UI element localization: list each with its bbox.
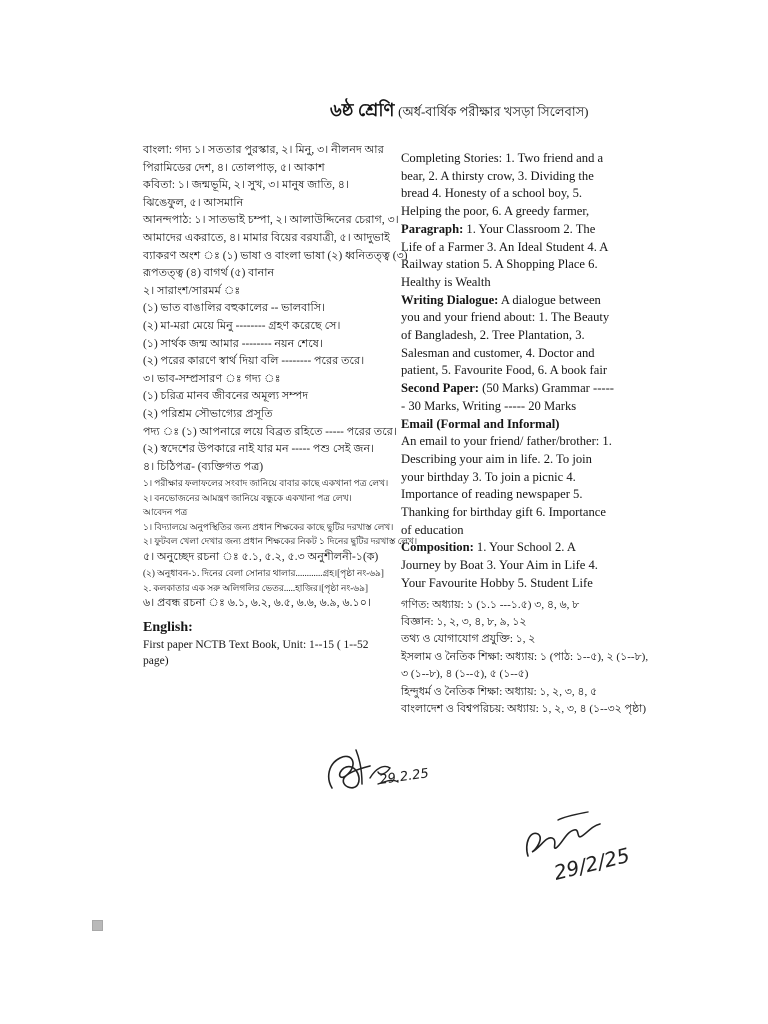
class-title: ৬ষ্ঠ শ্রেণি [330,100,395,120]
text-line: (১) সার্থক জন্ম আমার -------- নয়ন শেষে। [143,337,323,350]
subjects-list [401,597,649,719]
subject-line: ৩ (১--৮), ৪ (১--৫), ৫ (১--৫) [401,668,529,681]
text-line: (২) মা-মরা মেয়ে মিনু -------- গ্রহণ করেছে সে। [143,319,341,332]
bangla-section [143,142,408,476]
text-line: (১) ভাত বাঙালির বহুকালের -- ভালবাসি। [143,302,326,315]
text-line: ব্যাকরণ অংশ ঃ (১) ভাষা ও বাংলা ভাষা (২) ধ্বনিতত্ত্ব (৩) [143,249,408,262]
second-paper-label: Second Paper: [401,381,480,396]
text-line: রূপতত্ত্ব (৪) বাগর্থ (৫) বানান [143,267,275,280]
scanner-watermark [92,920,106,931]
subject-line: তথ্য ও যোগাযোগ প্রযুক্তি: ১, ২ [401,633,536,646]
small-text-line: ২। বনভোজনের আমন্ত্রণ জানিয়ে বন্ধুকে একখানা পত্র লেখ। [143,492,352,503]
text-line: ২। সারাংশ/সারমর্ম ঃ [143,284,241,297]
text-line: ঝিঙেফুল, ৫। আসমানি [143,196,244,209]
composition-text: 1. Your School 2. A Journey by Boat 3. Your Aim in Life 4. Your Favourite Hobby 5. Student Life [401,540,598,590]
text-line: বাংলা: গদ্য ১। সততার পুরস্কার, ২। মিনু, ৩। নীলনদ আর [143,144,384,156]
exam-subtitle: (অর্ধ-বার্ষিক পরীক্ষার খসড়া সিলেবাস) [398,104,589,119]
english-heading: English: [143,619,193,635]
signature-2-drawing [518,800,648,895]
composition-section [401,539,617,592]
text-line: (২) পরের কারণে স্বার্থ দিয়া বলি -------- পরের তরে। [143,355,365,368]
text-line: (২) স্বদেশের উপকারে নাই যার মন ----- পশু সেই জন। [143,443,375,456]
subject-line: হিন্দুধর্ম ও নৈতিক শিক্ষা: অধ্যায়: ১, ২, ৩, ৪, ৫ [401,685,598,698]
text-line: ৬। প্রবন্ধ রচনা ঃ ৬.১, ৬.২, ৬.৫, ৬.৬, ৬.৯, ৬.১০। [143,597,372,610]
small-text-line: ১। পরীক্ষার ফলাফলের সংবাদ জানিয়ে বাবার কাছে একখানা পত্র লেখ। [143,478,389,489]
left-column [143,142,418,669]
subject-line: বাংলাদেশ ও বিশ্বপরিচয়: অধ্যায়: ১, ২, ৩, ৪ (১--৩২ পৃষ্ঠা) [401,703,647,716]
paragraph-section [401,221,617,292]
text-line: আনন্দপাঠ: ১। সাতভাই চম্পা, ২। আলাউদ্দিনের চেরাগ, ৩। [143,214,399,227]
paragraph-label: Paragraph: [401,221,464,236]
dialogue-text: A dialogue between you and your friend about: 1. The Beauty of Bangladesh, 2. Tree Plantation, 3. Salesman and customer, 4. Doctor and patient, 5. Favourite Food, 6. A book fair [401,292,610,378]
signature-2 [518,800,648,895]
signature-1 [318,738,458,798]
svg-text:29.2.25: 29.2.25 [378,766,430,788]
email-heading: Email (Formal and Informal) [401,416,560,431]
composition-label: Composition: [401,540,474,555]
text-line: ৩। ভাব-সম্প্রসারণ ঃ গদ্য ঃ [143,372,281,385]
text-line: ৫। অনুচ্ছেদ রচনা ঃ ৫.১, ৫.২, ৫.৩ অনুশীলনী-১(ক) [143,550,379,563]
text-line: (২) পরিশ্রম সৌভাগ্যের প্রসূতি [143,407,273,420]
second-paper-section [401,380,617,415]
text-line: ৪। চিঠিপত্র- (ব্যক্তিগত পত্র) [143,460,264,473]
subject-line: ইসলাম ও নৈতিক শিক্ষা: অধ্যায়: ১ (পাঠ: ১--৫), ২ (১--৮), [401,650,649,663]
second-paper-text: (50 Marks) Grammar ------ 30 Marks, Writing ----- 20 Marks [401,381,614,413]
email-text: An email to your friend/ father/brother: 1. Describing your aim in life. 2. To join your birthday 3. To join a picnic 4. Importance of reading newspaper 5. Thanking for birthday gift 6. Importance of education [401,434,612,537]
text-line: কবিতা: ১। জন্মভূমি, ২। সুখ, ৩। মানুষ জাতি, ৪। [143,179,349,192]
small-text-line: ১। বিদ্যালয়ে অনুপস্থিতির জন্য প্রধান শিক্ষকের কাছে ছুটির দরখাস্ত লেখ। [143,521,394,532]
text-line: পিরামিডের দেশ, ৪। তোলপাড়, ৫। আকাশ [143,161,325,174]
text-line: আমাদের একরাতে, ৪। মামার বিয়ের বরযাত্রী, ৫। আদুভাই [143,231,390,244]
small-text-line: আবেদন পত্র [143,507,188,518]
small-text-line: (২) অনুধাবন-১. দিনের বেলা সোনার থালার............গ্রহ।[পৃষ্ঠা নং-৬৯] [143,568,384,579]
signature-1-drawing [318,738,458,798]
letter-list [143,476,418,549]
small-text-line: ২. কলকাতার এক সরু অলিগলির ভেতর.....হাজির।[পৃষ্ঠা নং-৬৯] [143,582,368,593]
right-column [401,150,649,718]
subject-line: বিজ্ঞান: ১, ২, ৩, ৪, ৮, ৯, ১২ [401,615,527,628]
paragraph-text: 1. Your Classroom 2. The Life of a Farmer 3. An Ideal Student 4. A Railway station 5. A Shopping Place 6. Healthy is Wealth [401,221,608,289]
svg-text:29/2/25: 29/2/25 [551,842,633,885]
dialogue-section [401,292,617,381]
page-title [330,96,589,127]
subject-line: গণিত: অধ্যায়: ১ (১.১ ---১.৫) ৩, ৪, ৬, ৮ [401,598,580,611]
completing-stories: Completing Stories: 1. Two friend and a bear, 2. A thirsty crow, 3. Dividing the bread 4. Honesty of a school boy, 5. Helping the poor, 6. A greedy farmer, [401,151,604,219]
text-line: পদ্য ঃ (১) আপনারে লয়ে বিব্রত রহিতে ----- পরের তরে। [143,425,397,438]
dialogue-label: Writing Dialogue: [401,292,499,307]
camscanner-logo-icon [92,920,103,931]
small-text-line: ২। ফুটবল খেলা দেখার জন্য প্রধান শিক্ষকের নিকট ১ দিনের ছুটির দরখাস্ত লেখ। [143,536,418,547]
english-text: First paper NCTB Text Book, Unit: 1--15 ( 1--52 page) [143,638,369,667]
text-line: (১) চরিত্র মানব জীবনের অমূল্য সম্পদ [143,390,309,403]
